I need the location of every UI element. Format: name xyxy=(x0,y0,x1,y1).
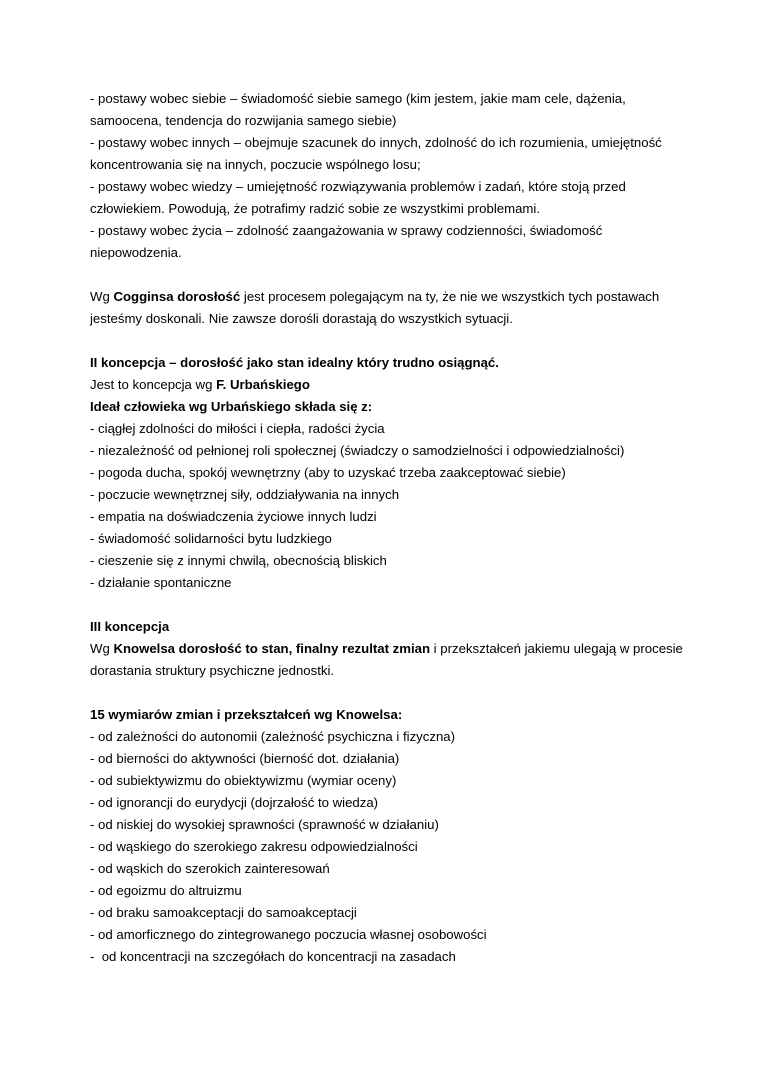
paragraph-gap xyxy=(90,682,690,704)
list-item: - od egoizmu do altruizmu xyxy=(90,883,242,898)
text-line: samoocena, tendencja do rozwijania samego siebie) xyxy=(90,113,397,128)
document-body xyxy=(90,88,690,968)
paragraph-gap xyxy=(90,264,690,286)
list-item: - poczucie wewnętrznej siły, oddziaływania na innych xyxy=(90,487,400,502)
paragraph-gap xyxy=(90,330,690,352)
text-line xyxy=(90,638,690,660)
list-item: - od amorficznego do zintegrowanego poczucia własnej osobowości xyxy=(90,927,487,942)
list-item: - cieszenie się z innymi chwilą, obecnością bliskich xyxy=(90,553,387,568)
text-line: - postawy wobec innych – obejmuje szacunek do innych, zdolność do ich rozumienia, umiejętność xyxy=(90,135,662,150)
koncepcja-3-prefix: Wg xyxy=(90,641,114,656)
list-item: - pogoda ducha, spokój wewnętrzny (aby to uzyskać trzeba zaakceptować siebie) xyxy=(90,465,566,480)
text-line: dorastania struktury psychiczne jednostki. xyxy=(90,663,335,678)
section-heading xyxy=(90,616,690,638)
list-item: - ciągłej zdolności do miłości i ciepła, radości życia xyxy=(90,421,385,436)
list-item: - od wąskiego do szerokiego zakresu odpowiedzialności xyxy=(90,839,418,854)
paragraph-gap xyxy=(90,594,690,616)
coggins-bold-term: Cogginsa dorosłość xyxy=(113,289,241,304)
text-line: jesteśmy doskonali. Nie zawsze dorośli dorastają do wszystkich sytuacji. xyxy=(90,311,513,326)
section-heading xyxy=(90,352,690,374)
list-item: - od braku samoakceptacji do samoakceptacji xyxy=(90,905,357,920)
koncepcja-2-author: F. Urbańskiego xyxy=(216,377,310,392)
koncepcja-2-subheading: Ideał człowieka wg Urbańskiego składa się z: xyxy=(90,399,373,414)
koncepcja-3-section xyxy=(90,616,690,682)
text-line: - postawy wobec życia – zdolność zaangażowania w sprawy codzienności, świadomość xyxy=(90,223,603,238)
list-item: - empatia na doświadczenia życiowe innych ludzi xyxy=(90,509,377,524)
list-item: - od koncentracji na szczegółach do koncentracji na zasadach xyxy=(90,949,456,964)
coggins-suffix: jest procesem polegającym na ty, że nie we wszystkich tych postawach xyxy=(240,289,660,304)
koncepcja-2-heading: II koncepcja – dorosłość jako stan idealny który trudno osiągnąć. xyxy=(90,355,499,370)
text-line: niepowodzenia. xyxy=(90,245,182,260)
list-item: - od ignorancji do eurydycji (dojrzałość to wiedza) xyxy=(90,795,379,810)
list-item: - świadomość solidarności bytu ludzkiego xyxy=(90,531,332,546)
text-line: koncentrowania się na innych, poczucie wspólnego losu; xyxy=(90,157,421,172)
wymiary-heading: 15 wymiarów zmian i przekształceń wg Knowelsa: xyxy=(90,707,403,722)
list-item: - od bierności do aktywności (bierność dot. działania) xyxy=(90,751,400,766)
koncepcja-3-heading: III koncepcja xyxy=(90,619,170,634)
text-line xyxy=(90,286,690,308)
list-item: - od niskiej do wysokiej sprawności (sprawność w działaniu) xyxy=(90,817,439,832)
coggins-prefix: Wg xyxy=(90,289,114,304)
list-item: - od zależności do autonomii (zależność psychiczna i fizyczna) xyxy=(90,729,456,744)
text-line: - postawy wobec siebie – świadomość siebie samego (kim jestem, jakie mam cele, dążenia, xyxy=(90,91,626,106)
koncepcja-3-bold-term: Knowelsa dorosłość to stan, finalny rezultat zmian xyxy=(113,641,431,656)
koncepcja-3-suffix: i przekształceń jakiemu ulegają w procesie xyxy=(430,641,683,656)
postawy-section xyxy=(90,88,690,264)
koncepcja-2-section xyxy=(90,352,690,594)
list-item: - od wąskich do szerokich zainteresowań xyxy=(90,861,330,876)
wymiary-section xyxy=(90,704,690,968)
coggins-paragraph xyxy=(90,286,690,330)
section-subheading xyxy=(90,396,690,418)
list-item: - od subiektywizmu do obiektywizmu (wymiar oceny) xyxy=(90,773,397,788)
text-line: człowiekiem. Powodują, że potrafimy radzić sobie ze wszystkimi problemami. xyxy=(90,201,540,216)
text-line xyxy=(90,374,690,396)
koncepcja-2-intro: Jest to koncepcja wg xyxy=(90,377,217,392)
list-item: - niezależność od pełnionej roli społecznej (świadczy o samodzielności i odpowiedzialności) xyxy=(90,443,625,458)
list-item: - działanie spontaniczne xyxy=(90,575,232,590)
text-line: - postawy wobec wiedzy – umiejętność rozwiązywania problemów i zadań, które stoją przed xyxy=(90,179,626,194)
section-heading xyxy=(90,704,690,726)
